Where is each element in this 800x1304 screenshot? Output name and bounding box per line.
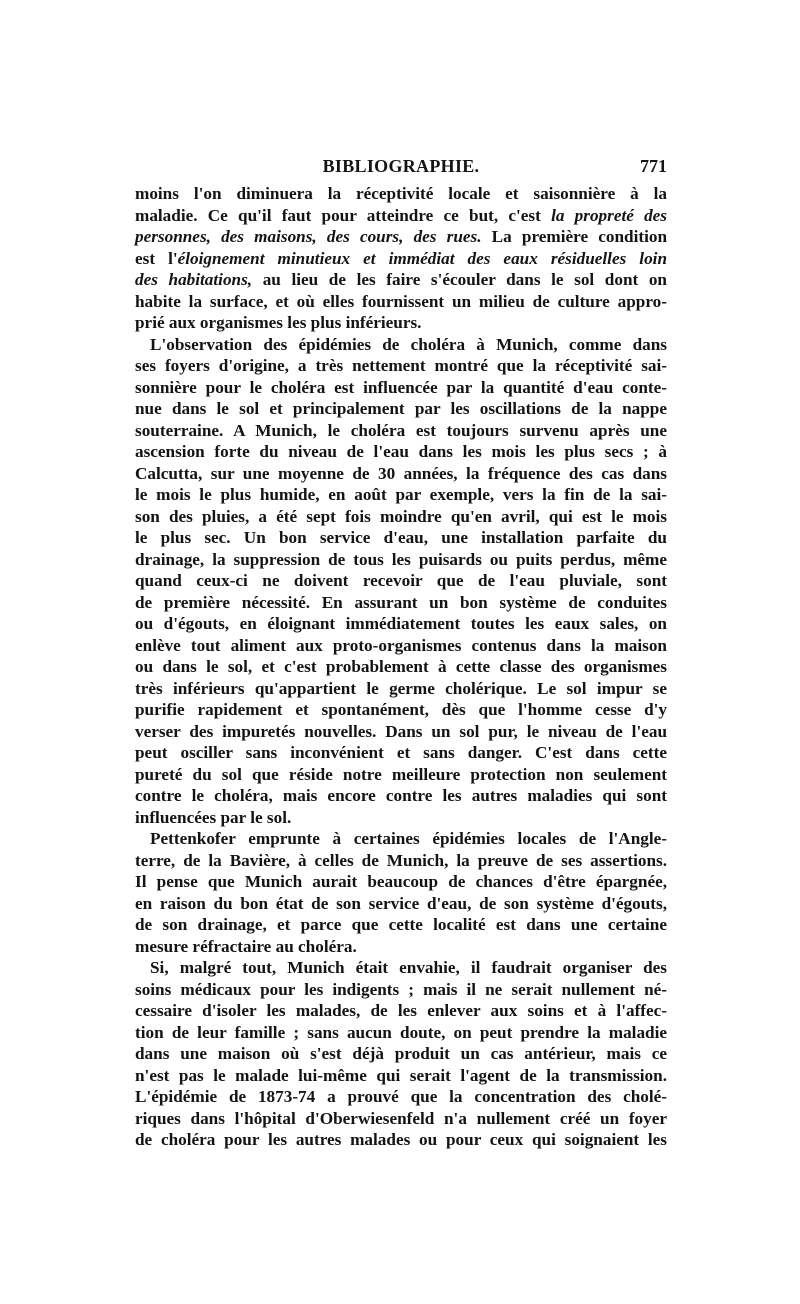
- text-line: [135, 570, 667, 592]
- text-line: [135, 936, 667, 958]
- text-line: [135, 1022, 667, 1044]
- text-line: [135, 785, 667, 807]
- text-run: de choléra pour les autres malades ou pour ceux qui soignaient les: [135, 1130, 667, 1149]
- text-run: purifie rapidement et spontanément, dès que l'homme cesse d'y: [135, 700, 667, 719]
- text-line: [135, 312, 667, 334]
- text-line: [135, 699, 667, 721]
- text-run: Il pense que Munich aurait beaucoup de chances d'être épargnée,: [135, 872, 667, 891]
- text-line: [135, 979, 667, 1001]
- text-run: dans une maison où s'est déjà produit un cas antérieur, mais ce: [135, 1044, 667, 1063]
- text-run: de son drainage, et parce que cette localité est dans une certaine: [135, 915, 667, 934]
- text-run: peut osciller sans inconvénient et sans danger. C'est dans cette: [135, 743, 667, 762]
- body-text: [135, 183, 667, 1151]
- text-run: souterraine. A Munich, le choléra est toujours survenu après une: [135, 420, 667, 440]
- text-run: prié aux organismes les plus inférieurs.: [135, 313, 422, 332]
- text-run: drainage, la suppression de tous les puisards ou puits perdus, même: [135, 549, 667, 569]
- text-run: très inférieurs qu'appartient le germe cholérique. Le sol impur se: [135, 678, 667, 698]
- text-run: L'observation des épidémies de choléra à Munich, comme dans: [150, 334, 667, 354]
- text-line: [135, 226, 667, 248]
- text-run: moins l'on diminuera la réceptivité locale et saisonnière à la: [135, 184, 667, 203]
- text-run: ses foyers d'origine, a très nettement montré que la réceptivité sai-: [135, 356, 667, 375]
- text-run: maladie. Ce qu'il faut pour atteindre ce but, c'est: [135, 205, 552, 225]
- text-run: terre, de la Bavière, à celles de Munich, la preuve de ses assertions.: [135, 850, 667, 870]
- text-line: [135, 957, 667, 979]
- text-run: verser des impuretés nouvelles. Dans un sol pur, le niveau de l'eau: [135, 721, 667, 741]
- text-run: riques dans l'hôpital d'Oberwiesenfeld n'a nullement créé un foyer: [135, 1108, 667, 1128]
- text-run: La première condition: [481, 227, 667, 246]
- text-run: Si, malgré tout, Munich était envahie, il faudrait organiser des: [150, 958, 667, 977]
- text-run: L'épidémie de 1873-74 a prouvé que la concentration des cholé-: [135, 1087, 667, 1106]
- text-run: cessaire d'isoler les malades, de les enlever aux soins et à l'affec-: [135, 1001, 667, 1020]
- text-run: le mois le plus humide, en août par exemple, vers la fin de la sai-: [135, 485, 667, 504]
- italic-text: des habitations,: [135, 270, 253, 289]
- text-line: [135, 1000, 667, 1022]
- text-line: [135, 420, 667, 442]
- text-line: [135, 463, 667, 485]
- text-line: [135, 893, 667, 915]
- text-run: mesure réfractaire au choléra.: [135, 936, 357, 956]
- text-line: [135, 721, 667, 743]
- text-run: est l': [135, 248, 178, 268]
- paragraph: [135, 828, 667, 957]
- text-run: en raison du bon état de son service d'eau, de son système d'égouts,: [135, 893, 667, 913]
- italic-text: personnes, des maisons, des cours, des rues.: [135, 227, 482, 246]
- text-run: quand ceux-ci ne doivent recevoir que de l'eau pluviale, sont: [135, 571, 667, 590]
- text-line: [135, 613, 667, 635]
- page-number: 771: [640, 156, 667, 176]
- paragraph: [135, 334, 667, 829]
- text-line: [135, 1129, 667, 1151]
- text-run: enlève tout aliment aux proto-organismes contenus dans la maison: [135, 635, 667, 655]
- text-line: [135, 678, 667, 700]
- text-run: Calcutta, sur une moyenne de 30 années, la fréquence des cas dans: [135, 463, 667, 483]
- paragraph: [135, 957, 667, 1151]
- text-line: [135, 828, 667, 850]
- text-line: [135, 248, 667, 270]
- text-line: [135, 635, 667, 657]
- text-line: [135, 764, 667, 786]
- text-line: [135, 807, 667, 829]
- text-run: Pettenkofer emprunte à certaines épidémies locales de l'Angle-: [150, 829, 667, 848]
- text-run: ascension forte du niveau de l'eau dans les mois les plus secs ; à: [135, 442, 667, 461]
- text-run: ou d'égouts, en éloignant immédiatement toutes les eaux sales, on: [135, 614, 667, 633]
- text-line: [135, 592, 667, 614]
- text-run: tion de leur famille ; sans aucun doute, on peut prendre la maladie: [135, 1022, 667, 1042]
- text-line: [135, 871, 667, 893]
- text-line: [135, 377, 667, 399]
- text-run: soins médicaux pour les indigents ; mais il ne serait nullement né-: [135, 979, 667, 999]
- text-line: [135, 1043, 667, 1065]
- text-line: [135, 355, 667, 377]
- text-line: [135, 334, 667, 356]
- paragraph: [135, 183, 667, 334]
- text-line: [135, 291, 667, 313]
- text-run: n'est pas le malade lui-même qui serait l'agent de la transmission.: [135, 1065, 667, 1085]
- italic-text: la propreté des: [551, 205, 667, 225]
- text-run: de première nécessité. En assurant un bon système de conduites: [135, 592, 667, 612]
- text-run: influencées par le sol.: [135, 807, 292, 827]
- text-line: [135, 1108, 667, 1130]
- text-line: [135, 506, 667, 528]
- text-line: [135, 269, 667, 291]
- text-run: le plus sec. Un bon service d'eau, une installation parfaite du: [135, 528, 667, 547]
- text-line: [135, 850, 667, 872]
- text-line: [135, 549, 667, 571]
- text-line: [135, 205, 667, 227]
- text-line: [135, 1065, 667, 1087]
- text-line: [135, 183, 667, 205]
- text-line: [135, 527, 667, 549]
- text-run: sonnière pour le choléra est influencée par la quantité d'eau conte-: [135, 377, 667, 397]
- text-run: pureté du sol que réside notre meilleure protection non seulement: [135, 764, 667, 784]
- text-line: [135, 484, 667, 506]
- text-line: [135, 398, 667, 420]
- text-run: au lieu de les faire s'écouler dans le sol dont on: [252, 270, 667, 289]
- text-line: [135, 914, 667, 936]
- text-run: nue dans le sol et principalement par les oscillations de la nappe: [135, 399, 667, 418]
- text-line: [135, 742, 667, 764]
- text-line: [135, 656, 667, 678]
- text-run: contre le choléra, mais encore contre les autres maladies qui sont: [135, 786, 667, 805]
- text-run: ou dans le sol, et c'est probablement à cette classe des organismes: [135, 657, 667, 676]
- running-title: BIBLIOGRAPHIE.: [322, 156, 480, 176]
- text-line: [135, 441, 667, 463]
- text-run: son des pluies, a été sept fois moindre qu'en avril, qui est le mois: [135, 506, 667, 526]
- italic-text: éloignement minutieux et immédiat des eaux résiduelles loin: [177, 248, 667, 268]
- text-run: habite la surface, et où elles fournissent un milieu de culture appro-: [135, 291, 667, 311]
- text-line: [135, 1086, 667, 1108]
- page-header: [135, 156, 667, 180]
